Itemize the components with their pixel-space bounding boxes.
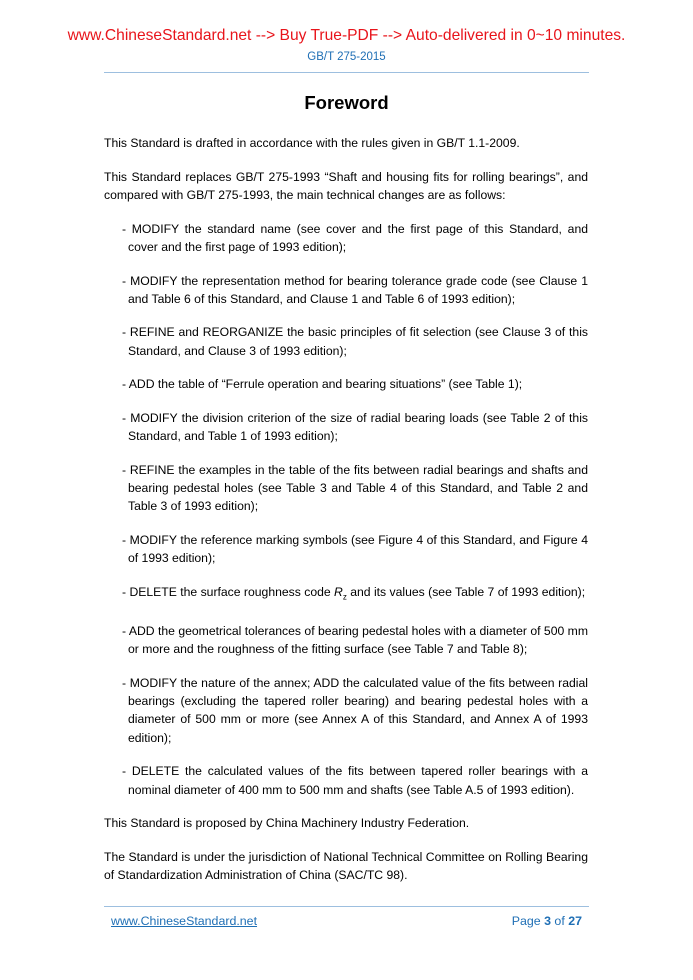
paragraph: This Standard replaces GB/T 275-1993 “Shaft and housing fits for rolling bearings”, and compared with GB/T 275-1993, the main technical changes are as follows: [104,169,588,202]
list-item: - MODIFY the standard name (see cover and the first page of this Standard, and cover and the first page of 1993 edition); [122,221,588,254]
page-total: 27 [568,914,582,928]
promo-banner-link[interactable]: www.ChineseStandard.net --> Buy True-PDF --> Auto-delivered in 0~10 minutes. [67,27,626,44]
paragraph: The Standard is under the jurisdiction of National Technical Committee on Rolling Bearing of Standardization Administration of China (SAC/TC 98). [104,849,588,883]
foreword-body [104,134,588,900]
header-divider [104,72,589,73]
list-item: - ADD the geometrical tolerances of bearing pedestal holes with a diameter of 500 mm or more and the roughness of the fitting surface (see Table 7 and Table 8); [122,624,588,657]
list-item: - MODIFY the reference marking symbols (see Figure 4 of this Standard, and Figure 4 of 1993 edition); [122,533,588,566]
page-title: Foreword [304,92,389,113]
symbol-r: R [334,584,343,599]
list-item: - ADD the table of “Ferrule operation and bearing situations” (see Table 1); [122,377,523,392]
page-number [512,914,582,928]
list-item: - MODIFY the representation method for bearing tolerance grade code (see Clause 1 and Table 6 of this Standard, and Clause 1 and Table 6 of 1993 edition); [122,273,588,306]
list-item: - REFINE and REORGANIZE the basic principles of fit selection (see Clause 3 of this Standard, and Clause 3 of 1993 edition); [122,325,588,358]
list-item: - DELETE the surface roughness code $R_z$ and its values (see Table 7 of 1993 edition); [122,584,586,602]
list-item: - DELETE the calculated values of the fits between tapered roller bearings with a nominal diameter of 400 mm to 500 mm and shafts (see Table A.5 of 1993 edition). [122,764,588,797]
list-item: - REFINE the examples in the table of the fits between radial bearings and shafts and bearing pedestal holes (see Table 3 and Table 4 of this Standard, and Table 2 and Table 3 of 1993 edition); [122,462,588,514]
page-of: of [550,914,569,928]
standard-number: GB/T 275-2015 [307,51,386,63]
changes-list [104,220,588,799]
page-prefix: Page [511,914,545,928]
paragraph: This Standard is proposed by China Machinery Industry Federation. [104,816,470,831]
paragraph: This Standard is drafted in accordance with the rules given in GB/T 1.1-2009. [104,136,520,150]
footer-website-link[interactable]: www.ChineseStandard.net [111,914,258,928]
list-item: - MODIFY the division criterion of the size of radial bearing loads (see Table 2 of this Standard, and Table 1 of 1993 edition); [122,411,588,444]
symbol-subscript: z [342,592,347,602]
page-current: 3 [544,914,551,928]
footer-divider [104,906,589,907]
list-item: - MODIFY the nature of the annex; ADD the calculated value of the fits between radial bearings (excluding the tapered roller bearing) and bearing pedestal holes with a diameter of 500 mm or more (see Annex A of this Standard, and Annex A of 1993 edition); [122,676,588,745]
